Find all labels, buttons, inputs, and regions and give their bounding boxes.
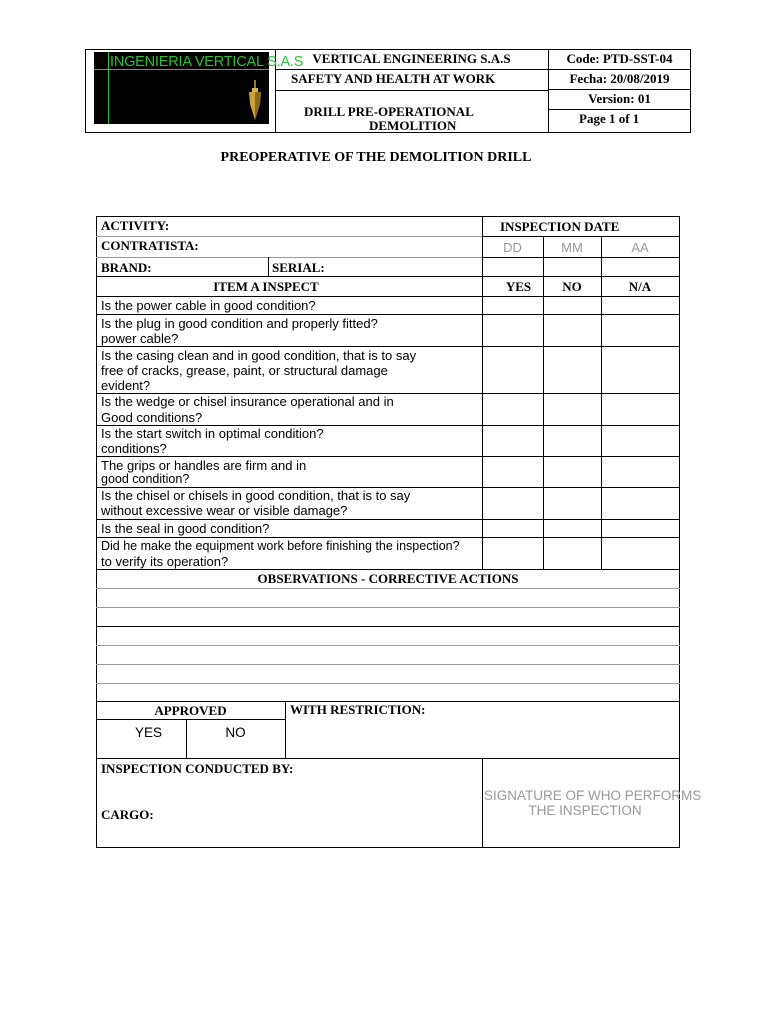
item-9-line2: to verify its operation? bbox=[101, 554, 229, 569]
col-yes-header: YES bbox=[505, 279, 532, 294]
date-year-field[interactable]: AA bbox=[631, 240, 649, 255]
item-3-line1: Is the casing clean and in good condition, that is to say bbox=[101, 348, 417, 363]
item-6-line2: good condition? bbox=[101, 472, 190, 486]
conducted-by-label: INSPECTION CONDUCTED BY: bbox=[101, 761, 294, 776]
observations-label: OBSERVATIONS - CORRECTIVE ACTIONS bbox=[257, 571, 519, 586]
signature-label-line1: SIGNATURE OF WHO PERFORMS bbox=[484, 788, 702, 803]
company-logo bbox=[94, 52, 304, 124]
item-7-line1: Is the chisel or chisels in good condition, that is to say bbox=[101, 488, 411, 503]
cargo-label: CARGO: bbox=[101, 807, 154, 822]
item-1-line1: Is the power cable in good condition? bbox=[101, 298, 316, 313]
doc-date: Fecha: 20/08/2019 bbox=[569, 71, 670, 86]
inspection-date-label: INSPECTION DATE bbox=[500, 219, 620, 234]
company-name: VERTICAL ENGINEERING S.A.S bbox=[312, 51, 511, 66]
logo-text: INGENIERIA VERTICAL S.A.S bbox=[110, 54, 304, 70]
doc-version: Version: 01 bbox=[588, 91, 651, 106]
item-7-line2: without excessive wear or visible damage? bbox=[101, 503, 348, 518]
approved-label: APPROVED bbox=[154, 703, 227, 718]
approved-yes-option[interactable]: YES bbox=[134, 725, 162, 740]
item-header: ITEM A INSPECT bbox=[213, 279, 319, 294]
doc-page: Page 1 of 1 bbox=[579, 111, 640, 126]
col-no-header: NO bbox=[562, 279, 582, 294]
item-5-line1: Is the start switch in optimal condition? bbox=[101, 426, 324, 441]
page-title: PREOPERATIVE OF THE DEMOLITION DRILL bbox=[220, 150, 532, 165]
item-2-line1: Is the plug in good condition and properly fitted? bbox=[101, 316, 378, 331]
item-3-line2: free of cracks, grease, paint, or structural damage bbox=[101, 363, 388, 378]
date-month-field[interactable]: MM bbox=[561, 240, 583, 255]
item-4-line1: Is the wedge or chisel insurance operational and in bbox=[101, 394, 394, 409]
item-5-line2: conditions? bbox=[101, 441, 167, 456]
plumb-bob-icon bbox=[246, 80, 264, 122]
item-4-line2: Good conditions? bbox=[101, 410, 203, 425]
doc-code: Code: PTD-SST-04 bbox=[566, 51, 673, 66]
date-day-field[interactable]: DD bbox=[503, 240, 522, 255]
doc-title-line2: DEMOLITION bbox=[369, 118, 457, 133]
approved-no-option[interactable]: NO bbox=[225, 725, 246, 740]
restriction-label: WITH RESTRICTION: bbox=[290, 702, 426, 717]
doc-title-line1: DRILL PRE-OPERATIONAL bbox=[304, 104, 474, 119]
contractor-label: CONTRATISTA: bbox=[101, 238, 199, 253]
brand-label: BRAND: bbox=[101, 260, 152, 275]
activity-label: ACTIVITY: bbox=[101, 218, 170, 233]
department-name: SAFETY AND HEALTH AT WORK bbox=[291, 71, 496, 86]
col-na-header: N/A bbox=[628, 279, 652, 294]
item-9-line1: Did he make the equipment work before finishing the inspection? bbox=[101, 539, 460, 553]
item-2-line2: power cable? bbox=[101, 331, 179, 346]
item-8-line1: Is the seal in good condition? bbox=[101, 521, 270, 536]
serial-label: SERIAL: bbox=[272, 260, 325, 275]
item-6-line1: The grips or handles are firm and in bbox=[101, 458, 307, 473]
item-3-line3: evident? bbox=[101, 378, 151, 393]
signature-label-line2: THE INSPECTION bbox=[528, 803, 642, 818]
